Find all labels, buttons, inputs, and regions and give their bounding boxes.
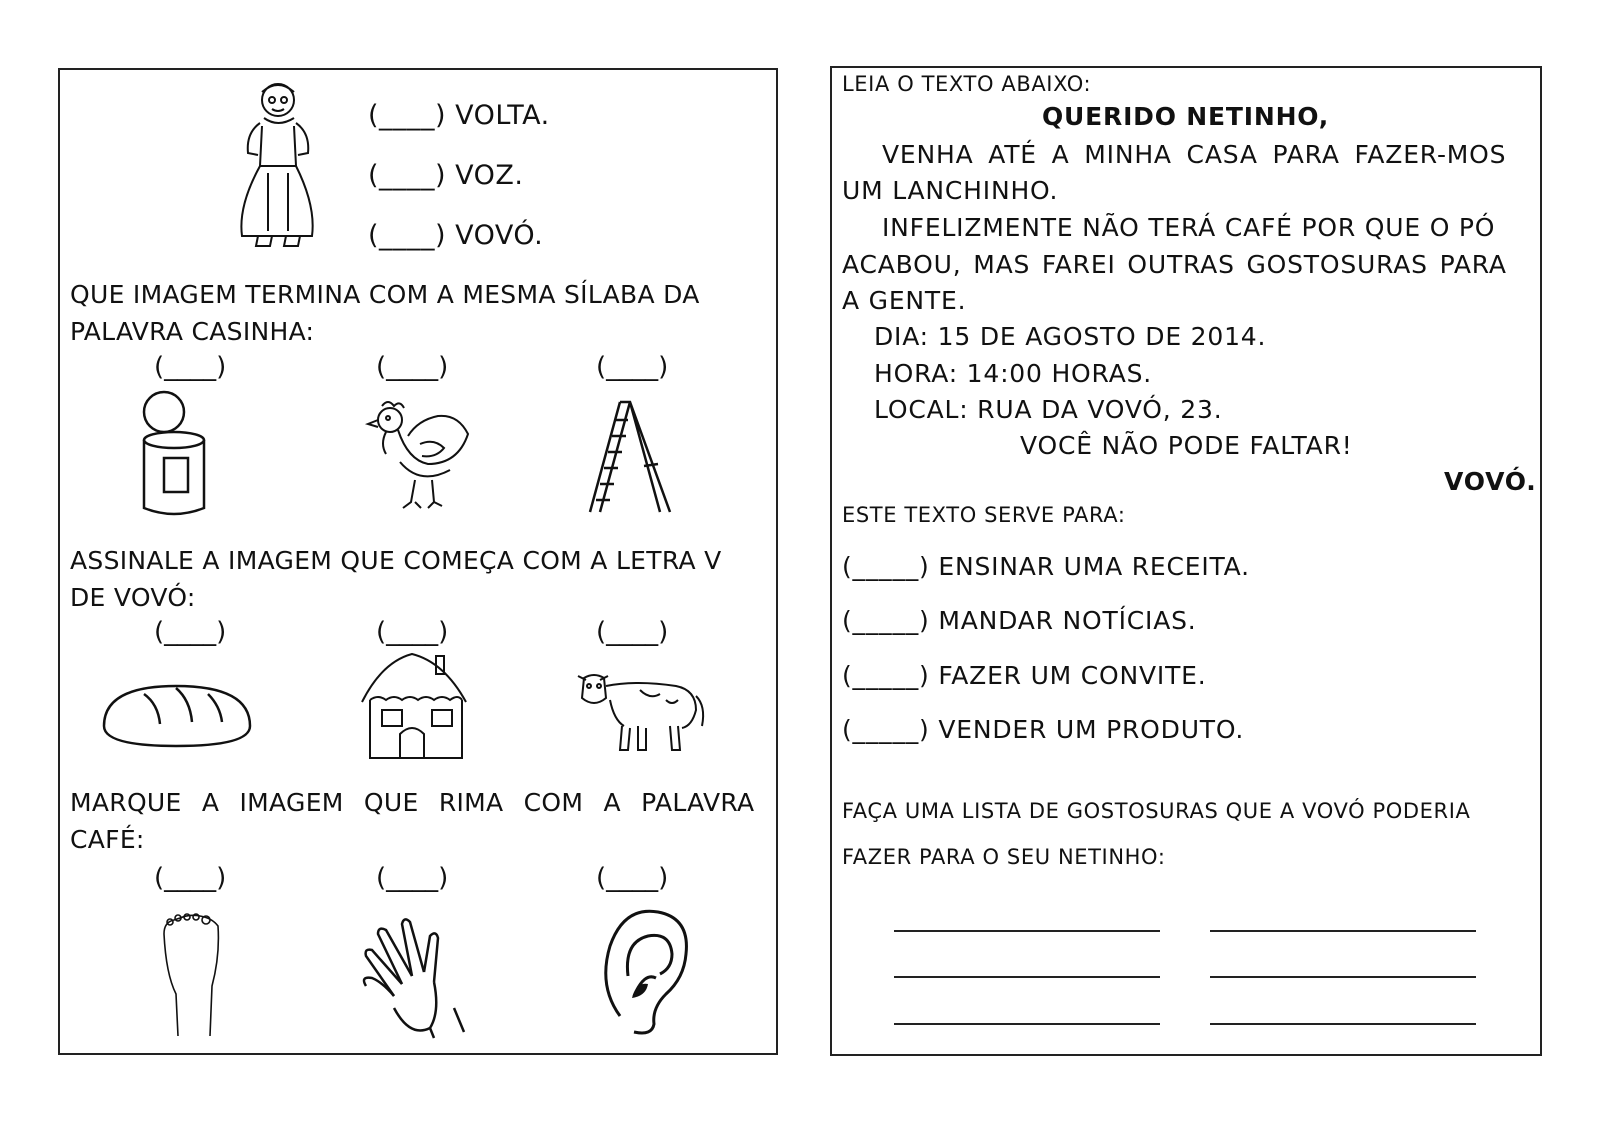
grandma-option-volta[interactable]: (____) VOLTA. [368,100,550,131]
question-2-line-1: ASSINALE A IMAGEM QUE COMEÇA COM A LETRA V [70,546,722,575]
question-3-line-2: CAFÉ: [70,825,145,854]
question-3-line-1: MARQUE A IMAGEM QUE RIMA COM A PALAVRA [70,788,755,817]
question-1-line-2: PALAVRA CASINHA: [70,317,315,346]
letter-paragraph-1-line-1: VENHA ATÉ A MINHA CASA PARA FAZER-MOS [882,140,1507,169]
q1-blank-ladder[interactable]: (____) [596,352,669,382]
ear-image [598,906,690,1036]
question-1-line-1: QUE IMAGEM TERMINA COM A MESMA SÍLABA DA [70,280,700,309]
letter-location: LOCAL: RUA DA VOVÓ, 23. [874,395,1223,424]
answer-line[interactable] [1210,976,1476,978]
q2-blank-bread[interactable]: (____) [154,617,227,647]
left-worksheet-panel [58,68,778,1055]
letter-closing: VOCÊ NÃO PODE FALTAR! [1020,431,1353,460]
letter-signature: VOVÓ. [1444,467,1537,496]
can-image [130,388,210,518]
purpose-question: ESTE TEXTO SERVE PARA: [842,503,1126,527]
grandma-option-voz[interactable]: (____) VOZ. [368,160,524,191]
answer-line[interactable] [894,976,1160,978]
reading-instruction: LEIA O TEXTO ABAIXO: [842,72,1092,96]
list-prompt-line-1: FAÇA UMA LISTA DE GOSTOSURAS QUE A VOVÓ PODERIA [842,799,1471,823]
purpose-option-recipe[interactable]: (_____) ENSINAR UMA RECEITA. [842,552,1250,581]
answer-line[interactable] [1210,930,1476,932]
letter-date: DIA: 15 DE AGOSTO DE 2014. [874,322,1267,351]
bread-image [98,678,256,752]
q3-blank-foot[interactable]: (____) [154,863,227,893]
grandma-option-vovo[interactable]: (____) VOVÓ. [368,220,544,251]
house-image [356,650,474,762]
hand-image [356,908,476,1040]
purpose-option-invite[interactable]: (_____) FAZER UM CONVITE. [842,661,1207,690]
q2-blank-house[interactable]: (____) [376,617,449,647]
q1-blank-can[interactable]: (____) [154,352,227,382]
purpose-option-news[interactable]: (_____) MANDAR NOTÍCIAS. [842,606,1197,635]
purpose-option-sell[interactable]: (_____) VENDER UM PRODUTO. [842,715,1245,744]
q1-blank-hen[interactable]: (____) [376,352,449,382]
letter-time: HORA: 14:00 HORAS. [874,359,1153,388]
answer-line[interactable] [894,1023,1160,1025]
cow-image [570,660,710,758]
q2-blank-cow[interactable]: (____) [596,617,669,647]
grandma-illustration [220,78,340,253]
letter-paragraph-1-line-2: UM LANCHINHO. [842,176,1059,205]
letter-paragraph-2-line-3: A GENTE. [842,286,967,315]
answer-line[interactable] [1210,1023,1476,1025]
letter-paragraph-2-line-2: ACABOU, MAS FAREI OUTRAS GOSTOSURAS PARA [842,250,1507,279]
answer-line[interactable] [894,930,1160,932]
foot-image [156,910,226,1040]
hen-image [360,398,475,518]
q3-blank-ear[interactable]: (____) [596,863,669,893]
ladder-image [582,396,682,521]
q3-blank-hand[interactable]: (____) [376,863,449,893]
right-worksheet-panel [830,66,1542,1056]
question-2-line-2: DE VOVÓ: [70,583,196,612]
list-prompt-line-2: FAZER PARA O SEU NETINHO: [842,845,1166,869]
letter-greeting: QUERIDO NETINHO, [1042,102,1330,131]
letter-paragraph-2-line-1: INFELIZMENTE NÃO TERÁ CAFÉ POR QUE O PÓ [882,213,1496,242]
